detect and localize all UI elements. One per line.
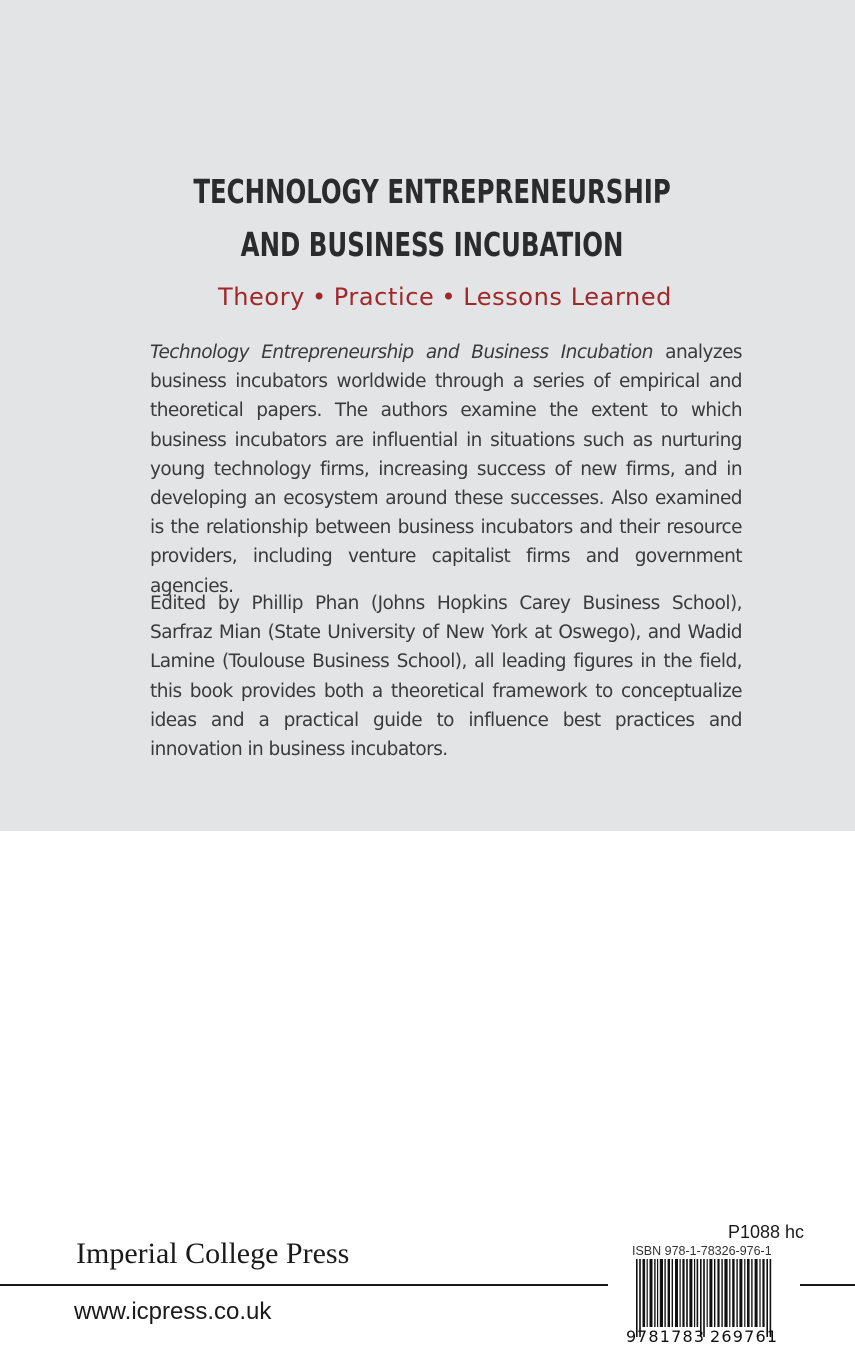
subtitle-practice: Practice <box>333 283 435 311</box>
ean-right-digits: 269761 <box>710 1327 779 1346</box>
product-code: P1088 hc <box>728 1222 805 1242</box>
ean-first-digit: 9 <box>626 1327 637 1346</box>
book-title-line-1: TECHNOLOGY ENTREPRENEURSHIP <box>193 172 671 211</box>
description-paragraph-1 <box>150 338 742 601</box>
description-paragraph-1-text: analyzes business incubators worldwide through a series of empirical and theoretical papers. The authors examine the extent to which business incubators are influential in situations such as nurturing young technology firms, increasing success of new firms, and in developing an ecosystem around these successes. Also examined is the relationship between business incubators and their resource providers, including venture capitalist firms and government agencies. <box>150 342 742 597</box>
publisher-website: www.icpress.co.uk <box>74 1298 272 1325</box>
subtitle-theory: Theory <box>217 283 305 311</box>
footer-divider-right <box>800 1284 855 1286</box>
ean-left-digits: 781783 <box>637 1327 706 1346</box>
barcode-icon <box>628 1259 780 1337</box>
book-title-line-2: AND BUSINESS INCUBATION <box>240 225 624 264</box>
footer-divider-left <box>0 1284 608 1286</box>
barcode-block <box>628 1243 788 1353</box>
bullet-separator-icon: • <box>441 283 457 311</box>
isbn-label: ISBN 978-1-78326-976-1 <box>632 1244 772 1258</box>
description-paragraph-2: Edited by Phillip Phan (Johns Hopkins Carey Business School), Sarfraz Mian (State University of New York at Oswego), and Wadid Lamine (Toulouse Business School), all leading figures in the field, this book provides both a theoretical framework to conceptualize ideas and a practical guide to influence best practices and innovation in business incubators. <box>150 593 742 761</box>
subtitle-lessons-learned: Lessons Learned <box>463 283 673 311</box>
publisher-name: Imperial College Press <box>76 1237 350 1270</box>
book-title-italic: Technology Entrepreneurship and Business Incubation <box>150 342 653 363</box>
bullet-separator-icon: • <box>311 283 327 311</box>
book-subtitle <box>0 281 855 313</box>
